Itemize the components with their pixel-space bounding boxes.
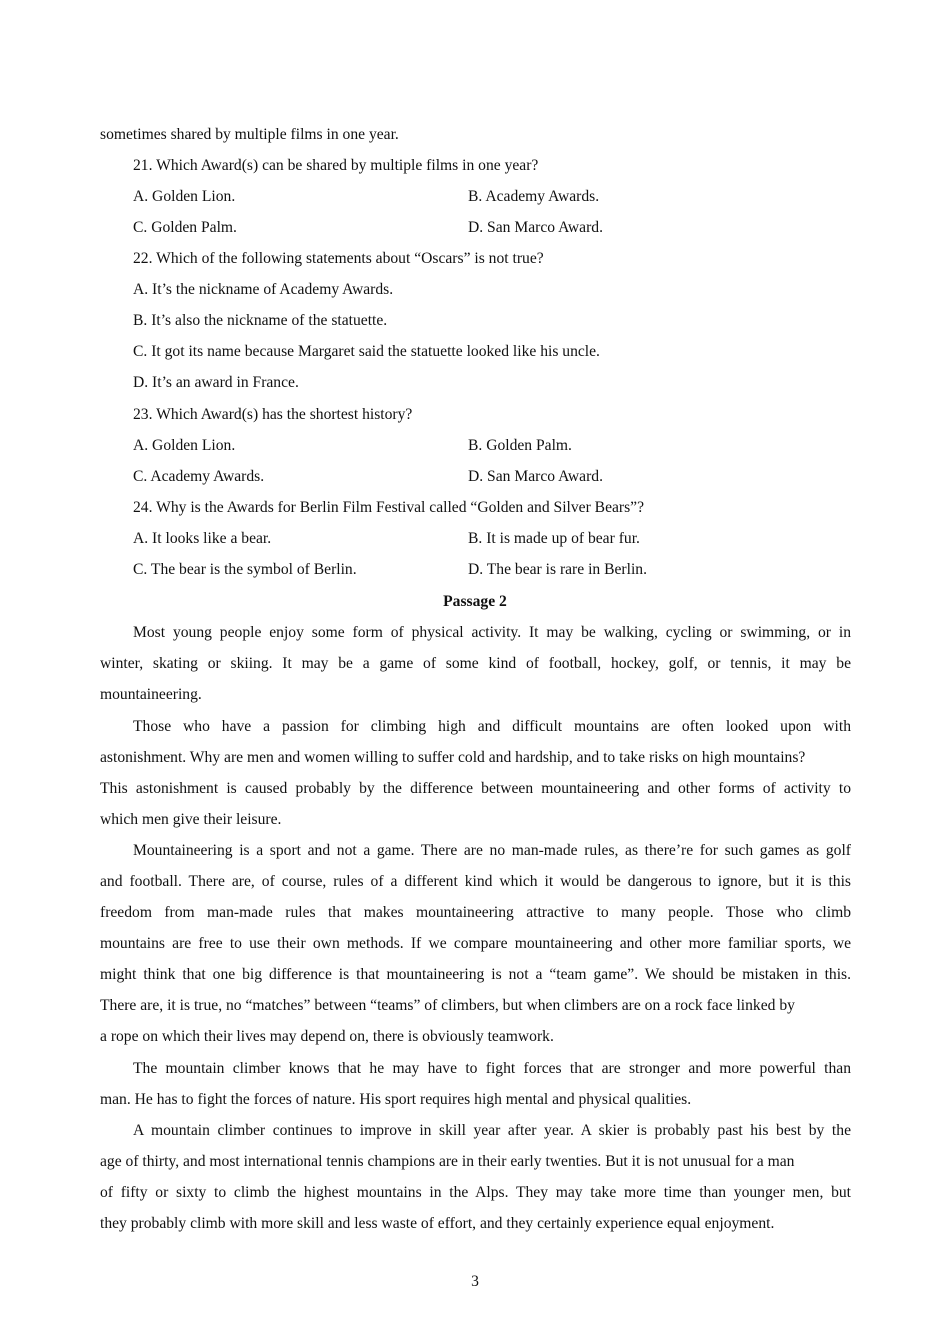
paragraph-3-line-6: There are, it is true, no “matches” between “teams” of climbers, but when climbers are on a rock face linked by (100, 997, 795, 1014)
paragraph-5-line-2: age of thirty, and most international tennis champions are in their early twenties. But it is not unusual for a man (100, 1153, 795, 1170)
question-21-stem: 21. Which Award(s) can be shared by multiple films in one year? (133, 157, 539, 174)
paragraph-3-line-7: a rope on which their lives may depend on, there is obviously teamwork. (100, 1028, 554, 1045)
paragraph-5-line-4: they probably climb with more skill and less waste of effort, and they certainly experience equal enjoyment. (100, 1215, 775, 1232)
question-24-option-a: A. It looks like a bear. (133, 530, 272, 547)
question-22-option-d: D. It’s an award in France. (133, 374, 299, 391)
paragraph-5-line-3: of fifty or sixty to climb the highest mountains in the Alps. They may take more time than younger men, but (100, 1184, 851, 1201)
paragraph-4-line-1: The mountain climber knows that he may have to fight forces that are stronger and more powerful than (133, 1060, 851, 1077)
question-22-option-b: B. It’s also the nickname of the statuette. (133, 312, 388, 329)
question-24-stem: 24. Why is the Awards for Berlin Film Festival called “Golden and Silver Bears”? (133, 499, 645, 516)
previous-passage-tail: sometimes shared by multiple films in one year. (100, 126, 399, 143)
question-22-stem: 22. Which of the following statements about “Oscars” is not true? (133, 250, 544, 267)
paragraph-1-line-3: mountaineering. (100, 686, 202, 703)
paragraph-2-line-1: Those who have a passion for climbing high and difficult mountains are often looked upon with (133, 718, 851, 735)
question-23-option-a: A. Golden Lion. (133, 437, 236, 454)
question-22-option-c: C. It got its name because Margaret said the statuette looked like his uncle. (133, 343, 600, 360)
paragraph-1-line-1: Most young people enjoy some form of physical activity. It may be walking, cycling or swimming, or in (133, 624, 851, 641)
paragraph-2-line-2: astonishment. Why are men and women willing to suffer cold and hardship, and to take risks on high mountains? (100, 749, 806, 766)
paragraph-3-line-2: and football. There are, of course, rules of a different kind which it would be dangerous to ignore, but it is this (100, 873, 851, 890)
paragraph-3-line-5: might think that one big difference is that mountaineering is not a “team game”. We should be mistaken in this. (100, 966, 851, 983)
question-22-option-a: A. It’s the nickname of Academy Awards. (133, 281, 394, 298)
paragraph-3-line-1: Mountaineering is a sport and not a game. There are no man-made rules, as there’re for such games as golf (133, 842, 851, 859)
question-24-option-c: C. The bear is the symbol of Berlin. (133, 561, 357, 578)
question-24-option-b: B. It is made up of bear fur. (468, 530, 640, 547)
paragraph-3-line-4: mountains are free to use their own methods. If we compare mountaineering and other more familiar sports, we (100, 935, 851, 952)
passage-2-title: Passage 2 (443, 593, 507, 610)
page-number: 3 (471, 1273, 479, 1290)
question-21-option-b: B. Academy Awards. (468, 188, 600, 205)
paragraph-3-line-3: freedom from man-made rules that makes mountaineering attractive to many people. Those who climb (100, 904, 851, 921)
paragraph-4-line-2: man. He has to fight the forces of nature. His sport requires high mental and physical qualities. (100, 1091, 692, 1108)
paragraph-2-line-3: This astonishment is caused probably by the difference between mountaineering and other forms of activity to (100, 780, 851, 797)
question-24-option-d: D. The bear is rare in Berlin. (468, 561, 647, 578)
question-23-option-b: B. Golden Palm. (468, 437, 572, 454)
paragraph-5-line-1: A mountain climber continues to improve in skill year after year. A skier is probably past his best by the (133, 1122, 851, 1139)
question-23-stem: 23. Which Award(s) has the shortest history? (133, 406, 413, 423)
question-21-option-d: D. San Marco Award. (468, 219, 603, 236)
paragraph-1-line-2: winter, skating or skiing. It may be a game of some kind of football, hockey, golf, or tennis, it may be (100, 655, 851, 672)
paragraph-2-line-4: which men give their leisure. (100, 811, 282, 828)
question-21-option-a: A. Golden Lion. (133, 188, 236, 205)
question-21-option-c: C. Golden Palm. (133, 219, 237, 236)
question-23-option-d: D. San Marco Award. (468, 468, 603, 485)
question-23-option-c: C. Academy Awards. (133, 468, 265, 485)
